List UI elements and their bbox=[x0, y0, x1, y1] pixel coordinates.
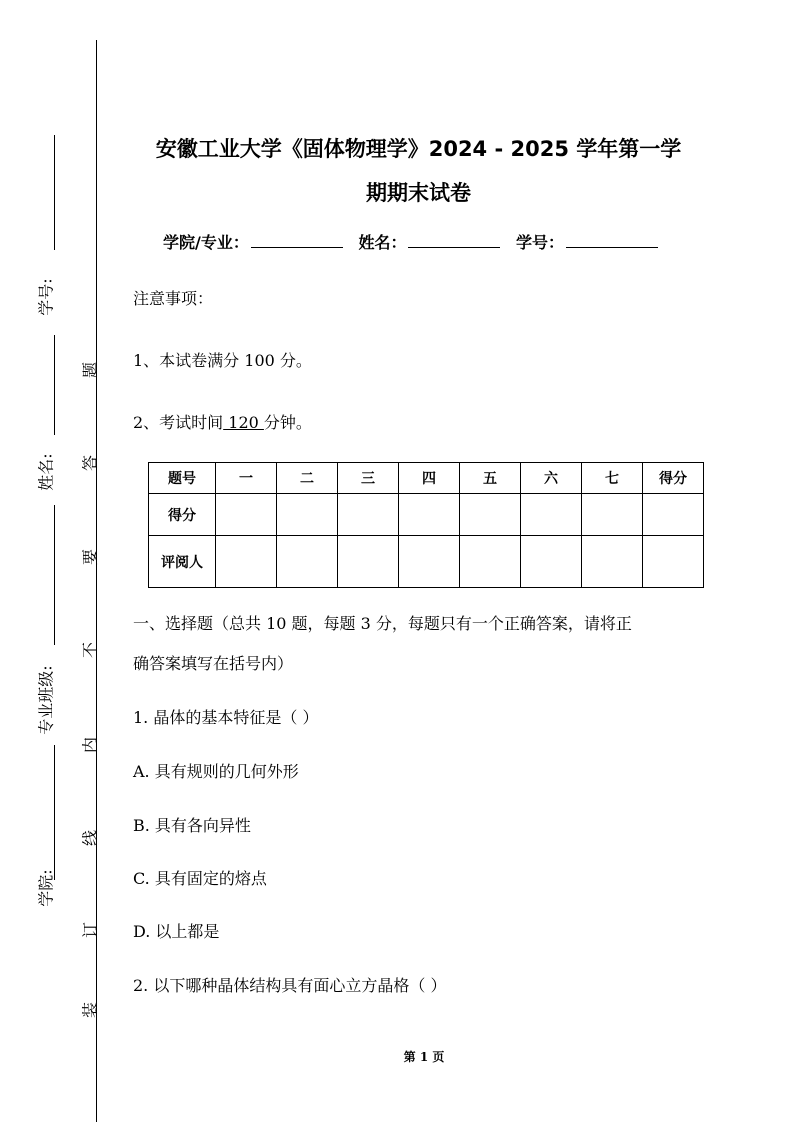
seal-char: 题 bbox=[80, 361, 100, 379]
option-c: C. 具有固定的熔点 bbox=[133, 869, 267, 888]
table-cell[interactable] bbox=[216, 536, 277, 588]
id-blank[interactable] bbox=[566, 233, 658, 248]
seal-char: 装 bbox=[80, 1001, 100, 1019]
table-header: 六 bbox=[521, 463, 582, 494]
seal-char: 订 bbox=[80, 921, 100, 939]
section-heading: 一、选择题（总共 10 题，每题 3 分，每题只有一个正确答案，请将正 bbox=[133, 614, 632, 633]
seal-char: 要 bbox=[80, 548, 100, 566]
note-item: 1、本试卷满分 100 分。 bbox=[133, 351, 312, 370]
margin-name-label: 姓名: bbox=[36, 453, 56, 491]
table-header: 五 bbox=[460, 463, 521, 494]
exam-title-line1: 安徽工业大学《固体物理学》2024 - 2025 学年第一学 bbox=[155, 137, 682, 161]
table-cell[interactable] bbox=[521, 536, 582, 588]
name-blank[interactable] bbox=[408, 233, 500, 248]
table-cell[interactable] bbox=[643, 536, 704, 588]
seal-char: 答 bbox=[80, 454, 100, 472]
margin-id-label: 学号: bbox=[36, 278, 56, 316]
option-d: D. 以上都是 bbox=[133, 922, 220, 941]
page-number: 第 1 页 bbox=[403, 1050, 445, 1064]
table-cell[interactable] bbox=[582, 536, 643, 588]
table-header: 得分 bbox=[643, 463, 704, 494]
note-item bbox=[133, 410, 312, 433]
name-label: 姓名： bbox=[358, 233, 407, 252]
table-cell[interactable] bbox=[582, 494, 643, 536]
table-cell[interactable] bbox=[399, 494, 460, 536]
seal-char: 内 bbox=[80, 736, 100, 754]
margin-class-label: 专业班级: bbox=[36, 665, 56, 735]
row-label: 评阅人 bbox=[149, 536, 216, 588]
table-cell[interactable] bbox=[643, 494, 704, 536]
student-info bbox=[163, 230, 668, 253]
notes-heading: 注意事项： bbox=[133, 289, 214, 308]
table-row bbox=[149, 494, 704, 536]
table-cell[interactable] bbox=[460, 494, 521, 536]
score-table bbox=[148, 462, 704, 588]
blank-line bbox=[54, 745, 55, 880]
table-cell[interactable] bbox=[277, 494, 338, 536]
college-label: 学院/专业： bbox=[163, 233, 249, 252]
table-header: 二 bbox=[277, 463, 338, 494]
section-heading: 确答案填写在括号内） bbox=[133, 654, 294, 673]
blank-line bbox=[54, 335, 55, 435]
seal-char: 不 bbox=[80, 641, 100, 659]
table-cell[interactable] bbox=[277, 536, 338, 588]
table-cell[interactable] bbox=[216, 494, 277, 536]
margin-college-label: 学院: bbox=[36, 869, 56, 907]
table-header: 七 bbox=[582, 463, 643, 494]
option-a: A. 具有规则的几何外形 bbox=[133, 762, 299, 781]
table-header: 四 bbox=[399, 463, 460, 494]
question-1: 1. 晶体的基本特征是（ ） bbox=[133, 708, 319, 727]
row-label: 得分 bbox=[149, 494, 216, 536]
table-header-row bbox=[149, 463, 704, 494]
table-cell[interactable] bbox=[338, 536, 399, 588]
table-header: 一 bbox=[216, 463, 277, 494]
question-2: 2. 以下哪种晶体结构具有面心立方晶格（ ） bbox=[133, 976, 447, 995]
table-cell[interactable] bbox=[338, 494, 399, 536]
table-cell[interactable] bbox=[460, 536, 521, 588]
note-text: 分钟。 bbox=[263, 413, 312, 432]
college-blank[interactable] bbox=[251, 233, 343, 248]
table-header: 题号 bbox=[149, 463, 216, 494]
table-header: 三 bbox=[338, 463, 399, 494]
id-label: 学号： bbox=[516, 233, 565, 252]
seal-char: 线 bbox=[80, 829, 100, 847]
blank-line bbox=[54, 505, 55, 645]
exam-title-line2: 期期末试卷 bbox=[366, 181, 471, 205]
table-row bbox=[149, 536, 704, 588]
table-cell[interactable] bbox=[399, 536, 460, 588]
table-cell[interactable] bbox=[521, 494, 582, 536]
exam-duration: 120 bbox=[223, 413, 264, 432]
note-text: 2、考试时间 bbox=[133, 413, 224, 432]
option-b: B. 具有各向异性 bbox=[133, 816, 251, 835]
